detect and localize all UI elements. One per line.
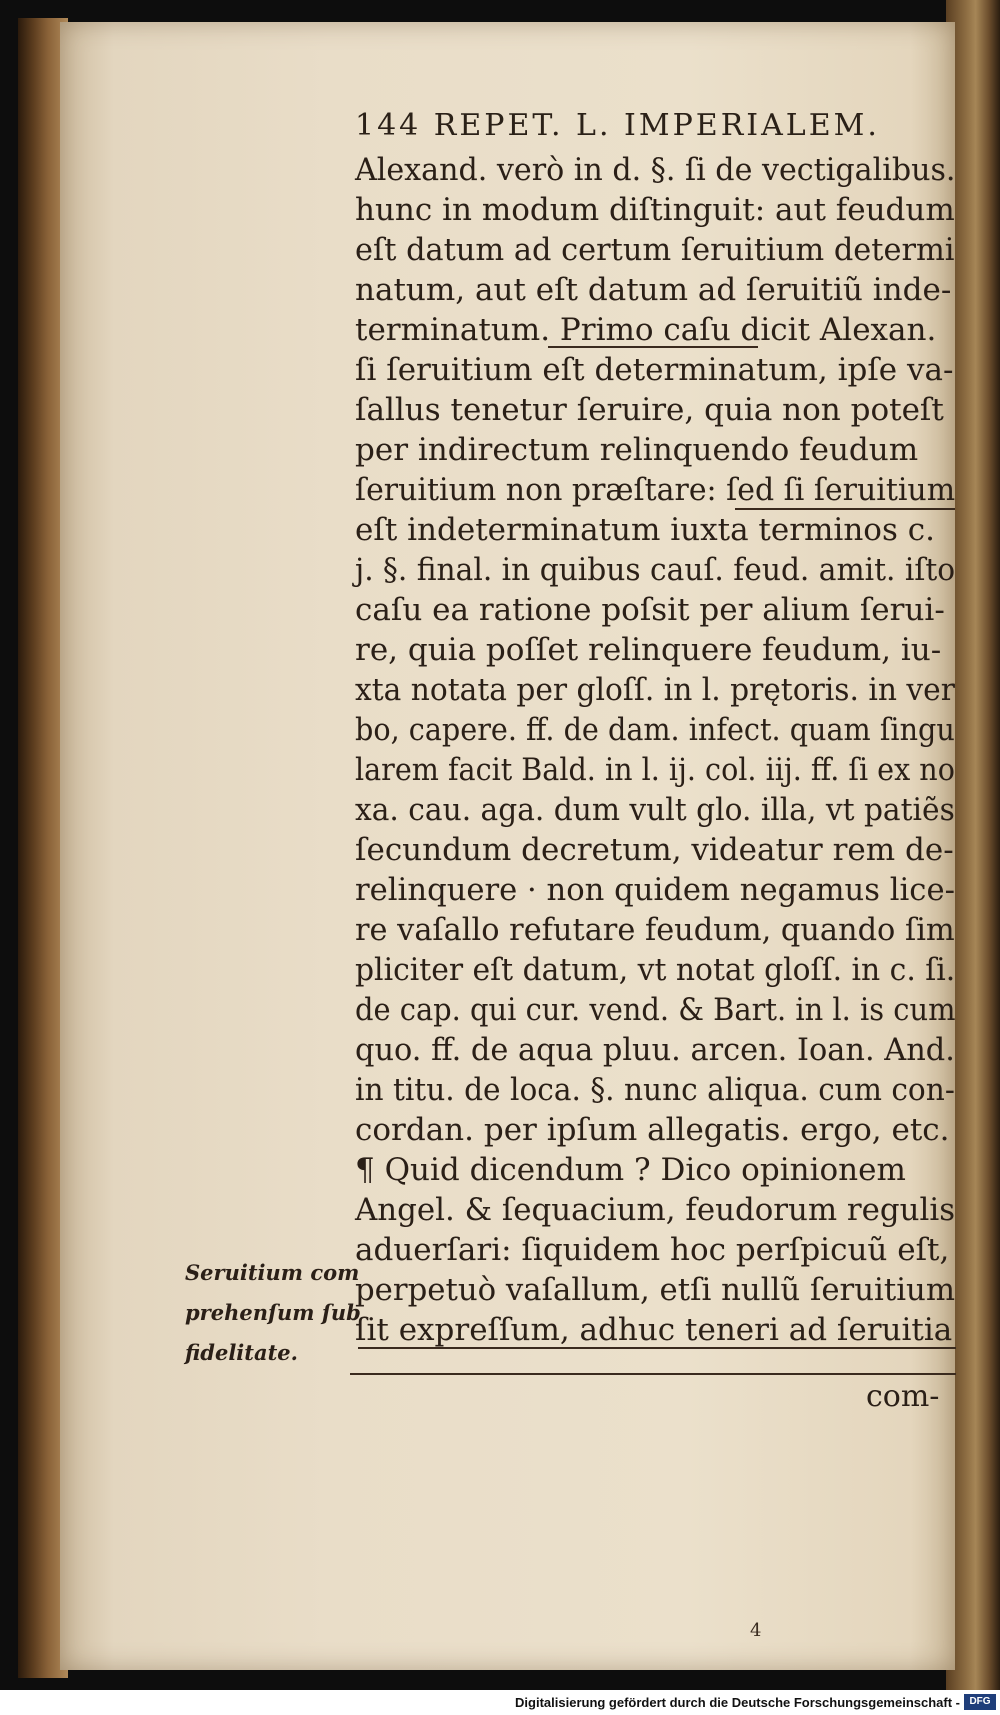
dfg-logo: DFG [964,1694,996,1710]
text-line: terminatum. Primo caſu dicit Alexan. [355,312,937,348]
signature-mark: 4 [750,1620,762,1641]
underline-mark [735,508,955,510]
text-line: in titu. de loca. §. nunc aliqua. cum con- [355,1072,955,1108]
text-line: quo. ff. de aqua pluu. arcen. Ioan. And. [355,1032,955,1068]
underline-mark [358,1347,956,1349]
underline-mark [548,346,758,348]
text-line: hunc in modum diſtinguit: aut feudum [355,192,955,228]
text-line: re, quia poſſet relinquere feudum, iu- [355,632,942,668]
text-line: bo, capere. ff. de dam. infect. quam ſingu [355,712,955,748]
body-text [355,150,960,1350]
text-line: eſt datum ad certum ſeruitium determi [355,232,955,268]
digitization-footer [0,1690,1000,1715]
text-line: caſu ea ratione poſsit per alium ſerui- [355,592,945,628]
underline-mark [350,1373,956,1375]
text-line: xa. cau. aga. dum vult glo. illa, vt patiẽs [355,792,955,828]
text-line: larem facit Bald. in l. ij. col. iij. ff. ſi ex no [355,752,955,788]
marginal-note-line: fidelitate. [185,1340,298,1365]
text-line: per indirectum relinquendo feudum [355,432,919,468]
marginal-note [185,1253,361,1373]
text-line: Alexand. verò in d. §. ſi de vectigalibus. [355,152,956,188]
text-line: ſeruitium non præſtare: ſed ſi ſeruitium [355,472,956,508]
text-line: ſi ſeruitium eſt determinatum, ipſe va- [355,352,954,388]
marginal-note-line: Seruitium com [185,1260,360,1285]
catchword: com- [866,1379,940,1414]
text-line: de cap. qui cur. vend. & Bart. in l. is cum [355,992,956,1028]
text-line: pliciter eſt datum, vt notat gloſſ. in c. ſi. [355,952,956,988]
text-line: ¶ Quid dicendum ? Dico opinionem [355,1152,906,1188]
text-line: aduerſari: ſiquidem hoc perſpicuũ eſt, [355,1232,950,1268]
text-line: ſallus tenetur ſeruire, quia non poteſt [355,392,944,428]
text-line: cordan. per ipſum allegatis. ergo, etc. [355,1112,950,1148]
text-line: relinquere · non quidem negamus lice- [355,872,955,908]
text-line: perpetuò vaſallum, etſi nullũ ſeruitium [355,1272,956,1308]
text-line: re vaſallo refutare feudum, quando ſim [355,912,955,948]
footer-credit-text: Digitalisierung gefördert durch die Deutsche Forschungsgemeinschaft - [515,1695,960,1710]
text-line: Angel. & ſequacium, feudorum regulis [355,1192,956,1228]
text-line: natum, aut eſt datum ad ſeruitiũ inde- [355,272,952,308]
text-line: ſecundum decretum, videatur rem de- [355,832,954,868]
text-line: ſit expreſſum, adhuc teneri ad ſeruitia [355,1312,953,1348]
text-line: eſt indeterminatum iuxta terminos c. [355,512,935,548]
text-line: xta notata per gloſſ. in l. prętoris. in ver [355,672,955,708]
marginal-note-line: prehenſum ſub [185,1300,361,1325]
text-line: j. §. final. in quibus cauſ. feud. amit. iſto [355,552,956,588]
running-header: 144 REPET. L. IMPERIALEM. [355,108,880,143]
